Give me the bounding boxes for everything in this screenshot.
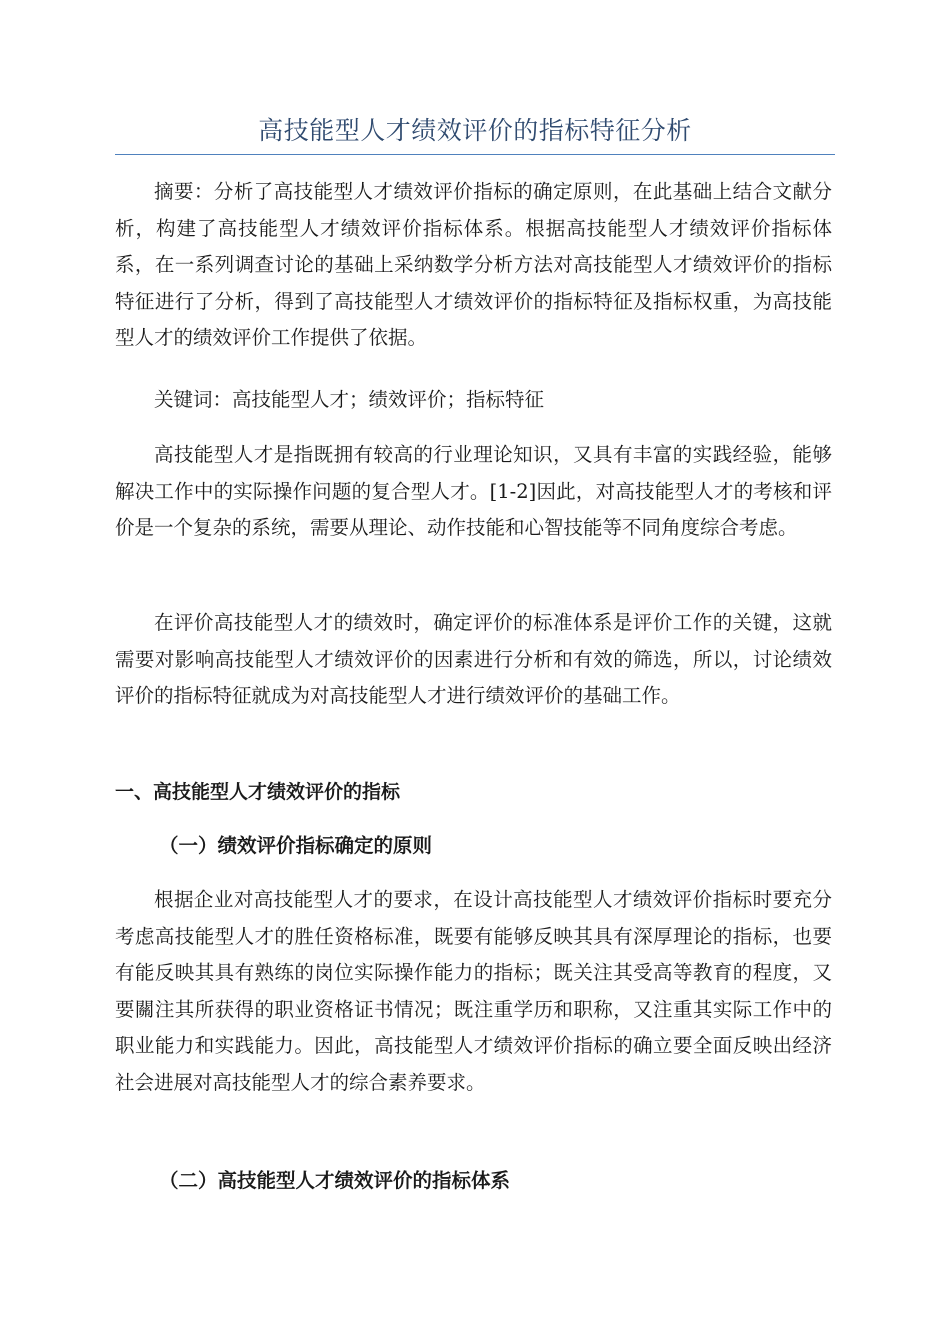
intro-paragraph-2: 在评价高技能型人才的绩效时，确定评价的标准体系是评价工作的关键，这就需要对影响高技能型人才绩效评价的因素进行分析和有效的筛选，所以，讨论绩效评价的指标特征就成为对高技能型人才进行绩效评价的基础工作。 [115,611,832,707]
title-underline [115,154,835,155]
abstract-paragraph: 摘要：分析了高技能型人才绩效评价指标的确定原则，在此基础上结合文献分析，构建了高技能型人才绩效评价指标体系。根据高技能型人才绩效评价指标体系，在一系列调查讨论的基础上采纳数学分析方法对高技能型人才绩效评价的指标特征进行了分析，得到了高技能型人才绩效评价的指标特征及指标权重，为高技能型人才的绩效评价工作提供了依据。 [115,180,832,349]
keywords-paragraph: 关键词：高技能型人才；绩效评价；指标特征 [154,388,545,411]
section-1-heading: 一、高技能型人才绩效评价的指标 [115,781,401,803]
document-title: 高技能型人才绩效评价的指标特征分析 [258,116,692,145]
subsection-1-heading: （一）绩效评价指标确定的原则 [159,834,433,857]
subsection-1-body: 根据企业对高技能型人才的要求，在设计高技能型人才绩效评价指标时要充分考虑高技能型人才的胜任资格标准，既要有能够反映其具有深厚理论的指标，也要有能反映其具有熟练的岗位实际操作能力的指标；既关注其受高等教育的程度，又要關注其所获得的职业资格证书情况；既注重学历和职称，又注重其实际工作中的职业能力和实践能力。因此，高技能型人才绩效评价指标的确立要全面反映出经济社会进展对高技能型人才的综合素养要求。 [115,888,832,1094]
subsection-2-heading: （二）高技能型人才绩效评价的指标体系 [159,1169,511,1192]
intro-paragraph-1: 高技能型人才是指既拥有较高的行业理论知识，又具有丰富的实践经验，能够解决工作中的实际操作问题的复合型人才。[1-2]因此，对高技能型人才的考核和评价是一个复杂的系统，需要从理论、动作技能和心智技能等不同角度综合考虑。 [115,443,832,539]
